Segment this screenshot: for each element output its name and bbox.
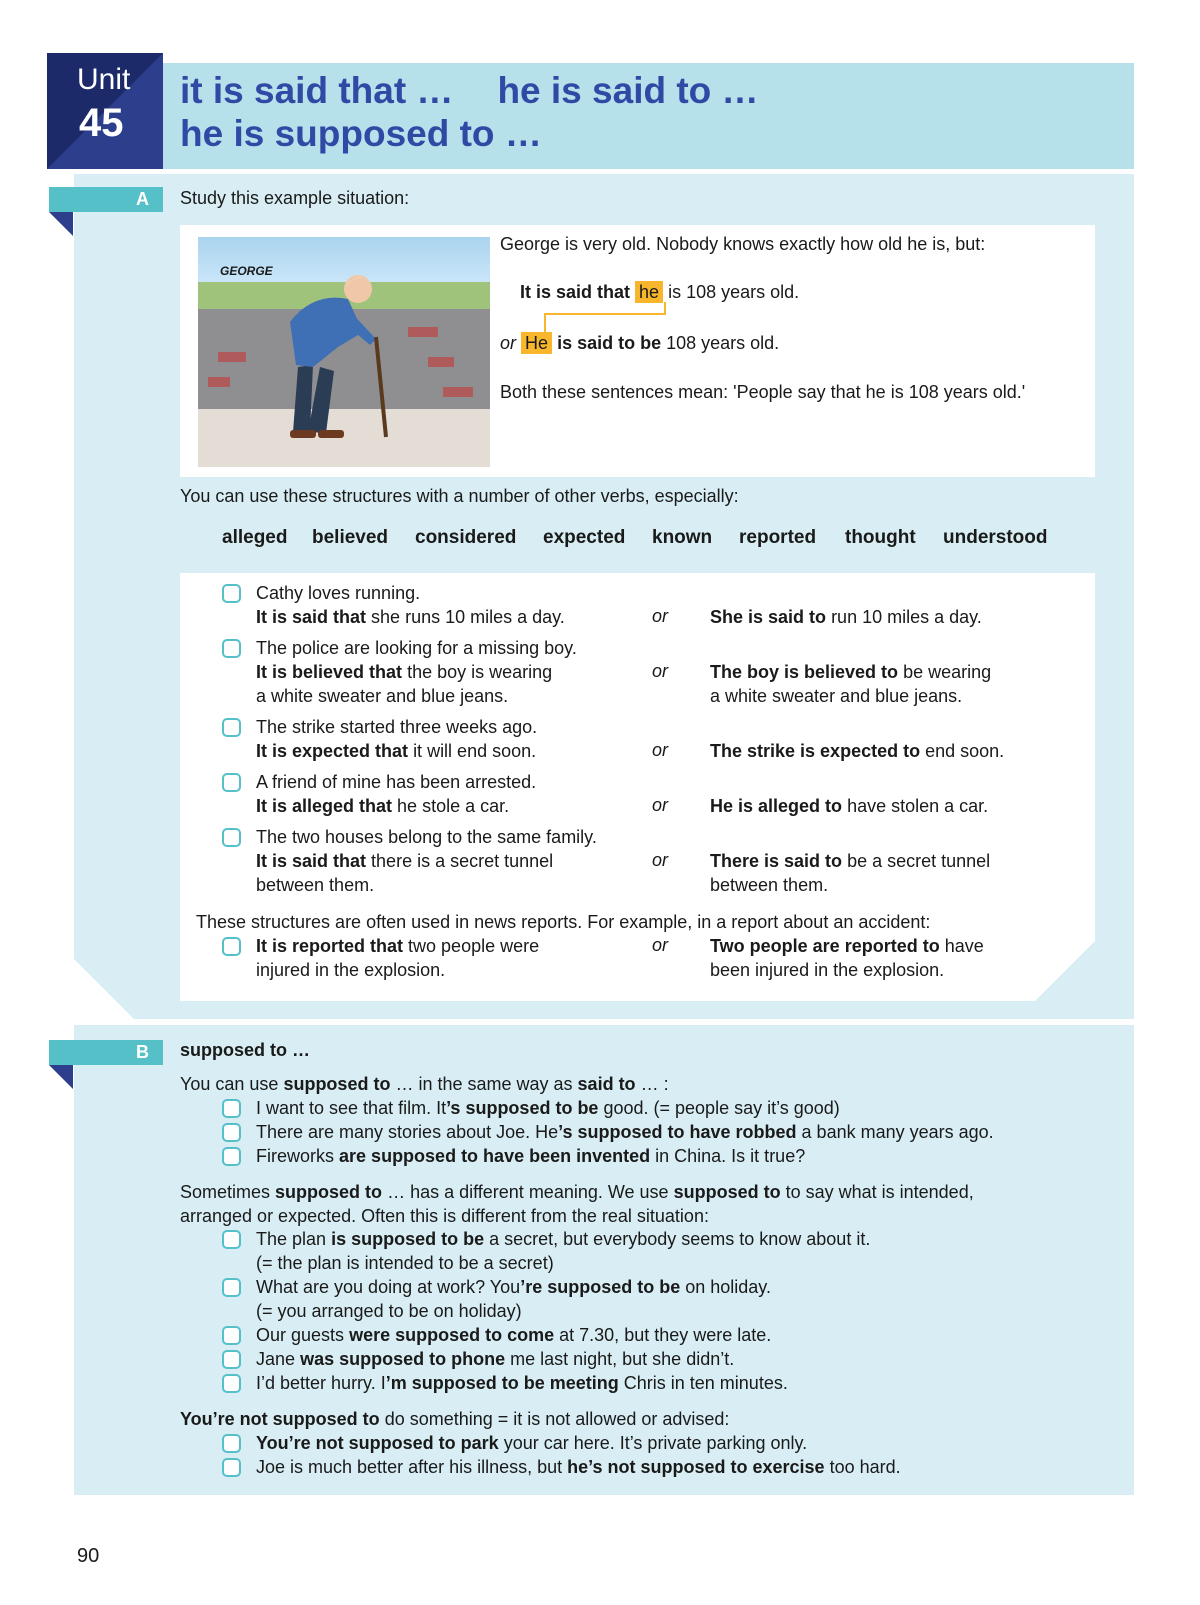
example-2-rest: 108 years old. xyxy=(666,333,780,353)
example-context: The strike started three weeks ago. xyxy=(256,717,538,737)
section-b-meaning-line2: arranged or expected. Often this is different from the real situation: xyxy=(180,1206,709,1226)
section-a-intro: Study this example situation: xyxy=(180,188,410,208)
unit-badge xyxy=(47,53,163,169)
verb-known: known xyxy=(652,527,713,548)
section-a-label: A xyxy=(136,189,149,209)
page-number: 90 xyxy=(77,1545,100,1567)
news-example-left-line2: injured in the explosion. xyxy=(256,960,446,980)
example-right: There is said to be a secret tunnel xyxy=(710,851,991,871)
section-b-flag xyxy=(49,1065,73,1089)
list-bullet xyxy=(222,1230,241,1249)
list-bullet xyxy=(222,773,241,792)
verb-considered: considered xyxy=(415,527,517,548)
news-intro: These structures are often used in news reports. For example, in a report about an accident: xyxy=(196,912,931,932)
list-bullet xyxy=(222,1123,241,1142)
example-sentence-2 xyxy=(500,332,779,354)
page-title-line-2: he is supposed to … xyxy=(180,113,542,154)
section-b-meaning: Sometimes supposed to … has a different meaning. We use supposed to to say what is intended, xyxy=(180,1182,974,1202)
or-label: or xyxy=(652,606,669,626)
example-left-line2: a white sweater and blue jeans. xyxy=(256,686,509,706)
b-example-note: (= you arranged to be on holiday) xyxy=(256,1301,522,1321)
list-bullet xyxy=(222,1099,241,1118)
verb-believed: believed xyxy=(312,527,389,548)
example-right: He is alleged to have stolen a car. xyxy=(710,796,989,816)
list-bullet xyxy=(222,1458,241,1477)
example-context: The two houses belong to the same family. xyxy=(256,827,597,847)
example-1-rest: is 108 years old. xyxy=(668,282,800,302)
list-bullet xyxy=(222,1147,241,1166)
highlight-he: he xyxy=(635,281,663,303)
example-right: She is said to run 10 miles a day. xyxy=(710,607,982,627)
example-right: The strike is expected to end soon. xyxy=(710,741,1005,761)
example-right-line2: a white sweater and blue jeans. xyxy=(710,686,963,706)
verb-understood: understood xyxy=(943,527,1048,548)
example-1-bold: It is said that xyxy=(520,282,631,302)
news-example-left: It is reported that two people were xyxy=(256,936,540,956)
highlight-He: He xyxy=(521,332,552,354)
verb-expected: expected xyxy=(543,527,626,548)
situation-text: George is very old. Nobody knows exactly how old he is, but: xyxy=(500,234,986,254)
or-label: or xyxy=(652,850,669,870)
page-title-line-1 xyxy=(180,70,759,112)
section-b-intro: You can use supposed to … in the same way as said to … : xyxy=(180,1074,669,1094)
example-context: Cathy loves running. xyxy=(256,583,421,603)
example-left: It is expected that it will end soon. xyxy=(256,741,537,761)
b-example: Jane was supposed to phone me last night, but she didn’t. xyxy=(256,1349,735,1369)
george-illustration xyxy=(198,237,490,467)
section-b-tab xyxy=(49,1040,163,1065)
list-bullet xyxy=(222,1350,241,1369)
example-left: It is said that she runs 10 miles a day. xyxy=(256,607,565,627)
list-bullet xyxy=(222,1326,241,1345)
b-example: Joe is much better after his illness, but he’s not supposed to exercise too hard. xyxy=(256,1457,901,1477)
news-example-right: Two people are reported to have xyxy=(710,936,984,956)
b-example: Our guests were supposed to come at 7.30, but they were late. xyxy=(256,1325,772,1345)
title-phrase-1: it is said that … xyxy=(180,70,454,111)
example-left: It is alleged that he stole a car. xyxy=(256,796,510,816)
list-bullet xyxy=(222,1434,241,1453)
example-left: It is believed that the boy is wearing xyxy=(256,662,553,682)
illustration-caption: GEORGE xyxy=(220,264,273,278)
b-example: The plan is supposed to be a secret, but everybody seems to know about it. xyxy=(256,1229,871,1249)
list-bullet xyxy=(222,937,241,956)
section-a-tab xyxy=(49,187,163,212)
example-right: The boy is believed to be wearing xyxy=(710,662,992,682)
meaning-text: Both these sentences mean: 'People say that he is 108 years old.' xyxy=(500,382,1026,402)
section-b-heading: supposed to … xyxy=(180,1040,310,1060)
news-example-right-line2: been injured in the explosion. xyxy=(710,960,945,980)
section-b-label: B xyxy=(136,1042,149,1062)
verb-thought: thought xyxy=(845,527,916,548)
or-label: or xyxy=(500,333,517,353)
verbs-intro: You can use these structures with a number of other verbs, especially: xyxy=(180,486,739,506)
b-example: There are many stories about Joe. He’s supposed to have robbed a bank many years ago. xyxy=(256,1122,994,1142)
section-a-flag xyxy=(49,212,73,236)
example-right-line2: between them. xyxy=(710,875,829,895)
unit-label: Unit xyxy=(77,63,131,96)
verb-reported: reported xyxy=(739,527,817,548)
b-example: I’d better hurry. I’m supposed to be meeting Chris in ten minutes. xyxy=(256,1373,788,1393)
b-example-note: (= the plan is intended to be a secret) xyxy=(256,1253,554,1273)
verb-alleged: alleged xyxy=(222,527,288,548)
b-example: Fireworks are supposed to have been invented in China. Is it true? xyxy=(256,1146,806,1166)
example-2-bold: is said to be xyxy=(557,333,662,353)
list-bullet xyxy=(222,718,241,737)
list-bullet xyxy=(222,584,241,603)
or-label: or xyxy=(652,661,669,681)
not-supposed-intro: You’re not supposed to do something = it is not allowed or advised: xyxy=(180,1409,730,1429)
or-label: or xyxy=(652,795,669,815)
list-bullet xyxy=(222,828,241,847)
example-left: It is said that there is a secret tunnel xyxy=(256,851,554,871)
list-bullet xyxy=(222,1374,241,1393)
or-label: or xyxy=(652,935,669,955)
title-phrase-2: he is said to … xyxy=(497,70,759,111)
example-sentence-1 xyxy=(520,281,799,303)
or-label: or xyxy=(652,740,669,760)
example-context: A friend of mine has been arrested. xyxy=(256,772,537,792)
list-bullet xyxy=(222,639,241,658)
b-example: You’re not supposed to park your car here. It’s private parking only. xyxy=(256,1433,808,1453)
list-bullet xyxy=(222,1278,241,1297)
example-context: The police are looking for a missing boy. xyxy=(256,638,577,658)
example-left-line2: between them. xyxy=(256,875,375,895)
unit-number: 45 xyxy=(79,101,124,145)
b-example: What are you doing at work? You’re supposed to be on holiday. xyxy=(256,1277,771,1297)
b-example: I want to see that film. It’s supposed to be good. (= people say it’s good) xyxy=(256,1098,840,1118)
